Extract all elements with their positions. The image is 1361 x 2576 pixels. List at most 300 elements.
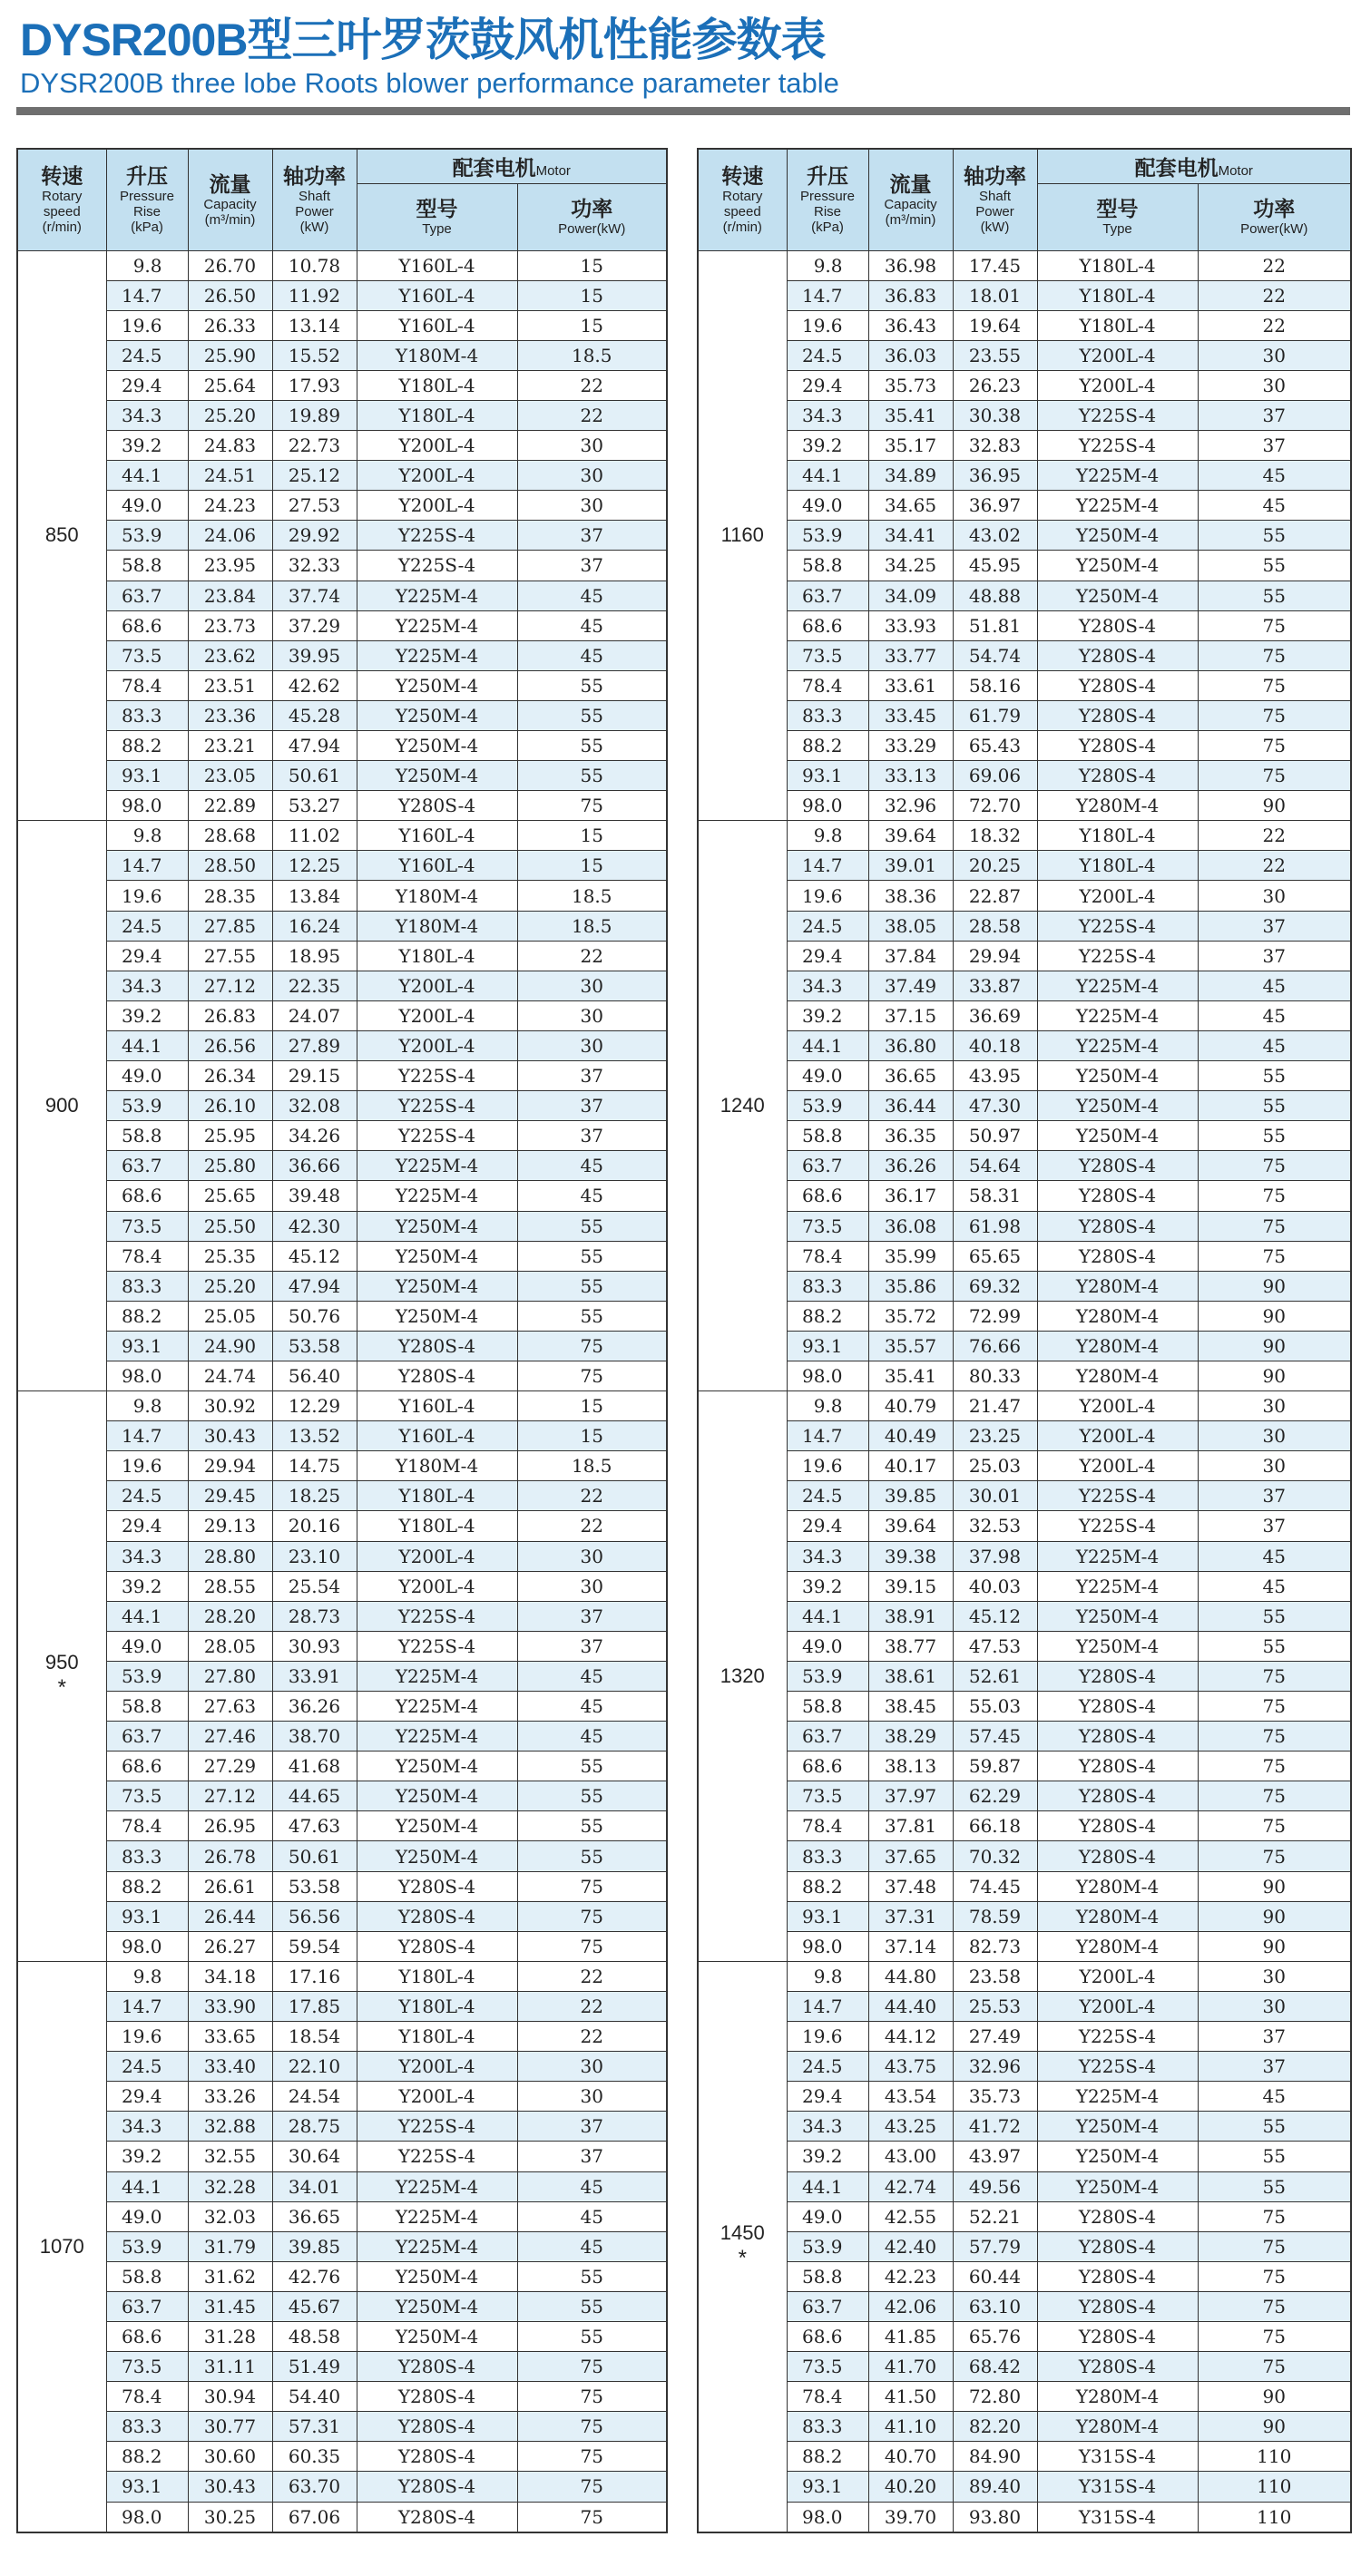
shaft-power-cell: 23.10 xyxy=(272,1541,357,1571)
shaft-power-cell: 22.10 xyxy=(272,2052,357,2082)
capacity-cell: 28.80 xyxy=(188,1541,272,1571)
shaft-power-cell: 29.15 xyxy=(272,1061,357,1091)
header-shaft-power: 轴功率 Shaft Power (kW) xyxy=(953,149,1037,250)
table-row xyxy=(17,551,667,581)
capacity-cell: 26.27 xyxy=(188,1931,272,1961)
capacity-cell: 33.40 xyxy=(188,2052,272,2082)
table-row xyxy=(698,2321,1351,2351)
motor-power-cell: 45 xyxy=(1198,461,1351,491)
table-row xyxy=(698,1901,1351,1931)
motor-power-cell: 75 xyxy=(517,1361,667,1390)
motor-power-cell: 75 xyxy=(1198,670,1351,700)
shaft-power-cell: 32.08 xyxy=(272,1091,357,1121)
motor-power-cell: 75 xyxy=(517,1331,667,1361)
capacity-cell: 38.29 xyxy=(868,1722,953,1751)
rotary-speed-note: * xyxy=(57,1674,66,1700)
motor-type-cell: Y280S-4 xyxy=(1037,1722,1198,1751)
pressure-rise-cell: 39.2 xyxy=(106,1571,188,1601)
shaft-power-cell: 47.30 xyxy=(953,1091,1037,1121)
shaft-power-cell: 47.63 xyxy=(272,1811,357,1841)
motor-power-cell: 55 xyxy=(1198,1061,1351,1091)
capacity-cell: 23.73 xyxy=(188,610,272,640)
motor-type-cell: Y200L-4 xyxy=(357,971,517,1000)
table-row xyxy=(698,2382,1351,2412)
motor-type-cell: Y225S-4 xyxy=(357,2112,517,2142)
motor-power-cell: 75 xyxy=(1198,1841,1351,1871)
pressure-rise-cell: 29.4 xyxy=(106,2082,188,2112)
shaft-power-cell: 18.25 xyxy=(272,1481,357,1511)
pressure-rise-cell: 9.8 xyxy=(787,1961,868,1991)
motor-type-cell: Y200L-4 xyxy=(357,431,517,461)
table-row xyxy=(698,1030,1351,1060)
capacity-cell: 37.15 xyxy=(868,1000,953,1030)
motor-type-cell: Y250M-4 xyxy=(1037,1121,1198,1151)
capacity-cell: 25.05 xyxy=(188,1301,272,1331)
pressure-rise-cell: 53.9 xyxy=(787,2231,868,2261)
motor-type-cell: Y180M-4 xyxy=(357,881,517,911)
capacity-cell: 44.80 xyxy=(868,1961,953,1991)
table-row xyxy=(698,461,1351,491)
pressure-rise-cell: 98.0 xyxy=(106,1361,188,1390)
motor-type-cell: Y280S-4 xyxy=(1037,1841,1198,1871)
rotary-speed-value: 850 xyxy=(44,523,79,547)
pressure-rise-cell: 63.7 xyxy=(106,1151,188,1181)
capacity-cell: 43.75 xyxy=(868,2052,953,2082)
shaft-power-cell: 53.58 xyxy=(272,1331,357,1361)
capacity-cell: 36.03 xyxy=(868,340,953,370)
motor-type-cell: Y250M-4 xyxy=(357,1241,517,1271)
motor-power-cell: 90 xyxy=(1198,1301,1351,1331)
motor-type-cell: Y280S-4 xyxy=(1037,1211,1198,1241)
pressure-rise-cell: 14.7 xyxy=(106,1421,188,1451)
pressure-rise-cell: 63.7 xyxy=(106,581,188,610)
table-row xyxy=(17,2261,667,2291)
pressure-rise-cell: 29.4 xyxy=(106,1511,188,1541)
motor-type-cell: Y180L-4 xyxy=(357,2022,517,2052)
motor-type-cell: Y280M-4 xyxy=(1037,1361,1198,1390)
title-english: DYSR200B three lobe Roots blower performance parameter table xyxy=(20,67,839,99)
motor-type-cell: Y225S-4 xyxy=(1037,1511,1198,1541)
motor-type-cell: Y225S-4 xyxy=(1037,941,1198,971)
shaft-power-cell: 43.97 xyxy=(953,2142,1037,2171)
motor-type-cell: Y225M-4 xyxy=(357,610,517,640)
pressure-rise-cell: 63.7 xyxy=(106,1722,188,1751)
motor-power-cell: 30 xyxy=(1198,1391,1351,1421)
capacity-cell: 37.48 xyxy=(868,1871,953,1901)
pressure-rise-cell: 58.8 xyxy=(106,551,188,581)
shaft-power-cell: 27.53 xyxy=(272,491,357,521)
table-row xyxy=(17,491,667,521)
table-row xyxy=(17,700,667,730)
motor-type-cell: Y200L-4 xyxy=(1037,370,1198,400)
rotary-speed-value: 900 xyxy=(44,1094,79,1117)
shaft-power-cell: 41.68 xyxy=(272,1751,357,1781)
shaft-power-cell: 43.02 xyxy=(953,521,1037,551)
motor-type-cell: Y280M-4 xyxy=(1037,1871,1198,1901)
motor-type-cell: Y280S-4 xyxy=(1037,2231,1198,2261)
shaft-power-cell: 47.94 xyxy=(272,1271,357,1301)
motor-type-cell: Y250M-4 xyxy=(357,1271,517,1301)
motor-type-cell: Y225M-4 xyxy=(1037,1571,1198,1601)
shaft-power-cell: 23.55 xyxy=(953,340,1037,370)
pressure-rise-cell: 14.7 xyxy=(787,1421,868,1451)
table-row xyxy=(698,821,1351,851)
rotary-speed-value: 1240 xyxy=(720,1094,765,1117)
shaft-power-cell: 15.52 xyxy=(272,340,357,370)
motor-type-cell: Y160L-4 xyxy=(357,1391,517,1421)
motor-power-cell: 75 xyxy=(1198,700,1351,730)
motor-power-cell: 55 xyxy=(1198,1601,1351,1631)
table-row xyxy=(17,1961,667,1991)
table-row xyxy=(698,1391,1351,1421)
pressure-rise-cell: 53.9 xyxy=(787,1661,868,1691)
table-row xyxy=(698,1000,1351,1030)
table-row xyxy=(698,2291,1351,2321)
capacity-cell: 23.05 xyxy=(188,761,272,791)
pressure-rise-cell: 9.8 xyxy=(787,821,868,851)
capacity-cell: 26.61 xyxy=(188,1871,272,1901)
table-row xyxy=(698,610,1351,640)
shaft-power-cell: 17.45 xyxy=(953,250,1037,280)
shaft-power-cell: 56.40 xyxy=(272,1361,357,1390)
capacity-cell: 30.25 xyxy=(188,2502,272,2532)
motor-type-cell: Y225S-4 xyxy=(357,551,517,581)
pressure-rise-cell: 78.4 xyxy=(106,1811,188,1841)
motor-type-cell: Y225M-4 xyxy=(357,640,517,670)
table-row xyxy=(17,370,667,400)
shaft-power-cell: 23.58 xyxy=(953,1961,1037,1991)
table-row xyxy=(698,1931,1351,1961)
table-row xyxy=(17,1722,667,1751)
motor-power-cell: 22 xyxy=(517,941,667,971)
capacity-cell: 37.31 xyxy=(868,1901,953,1931)
motor-type-cell: Y250M-4 xyxy=(357,2291,517,2321)
pressure-rise-cell: 73.5 xyxy=(787,640,868,670)
motor-type-cell: Y225S-4 xyxy=(1037,911,1198,941)
table-row xyxy=(17,1391,667,1421)
pressure-rise-cell: 9.8 xyxy=(106,1961,188,1991)
motor-power-cell: 55 xyxy=(1198,1091,1351,1121)
shaft-power-cell: 20.16 xyxy=(272,1511,357,1541)
table-row xyxy=(698,1301,1351,1331)
capacity-cell: 39.64 xyxy=(868,821,953,851)
shaft-power-cell: 78.59 xyxy=(953,1901,1037,1931)
motor-power-cell: 90 xyxy=(1198,1361,1351,1390)
motor-power-cell: 75 xyxy=(1198,1181,1351,1211)
motor-power-cell: 30 xyxy=(517,1030,667,1060)
title-chinese: DYSR200B型三叶罗茨鼓风机性能参数表 xyxy=(20,15,826,65)
motor-type-cell: Y200L-4 xyxy=(357,1000,517,1030)
capacity-cell: 23.36 xyxy=(188,700,272,730)
motor-type-cell: Y280S-4 xyxy=(1037,700,1198,730)
motor-type-cell: Y250M-4 xyxy=(1037,1601,1198,1631)
motor-type-cell: Y280M-4 xyxy=(1037,2412,1198,2442)
motor-power-cell: 55 xyxy=(517,1781,667,1811)
motor-type-cell: Y280S-4 xyxy=(357,1331,517,1361)
capacity-cell: 33.77 xyxy=(868,640,953,670)
capacity-cell: 27.80 xyxy=(188,1661,272,1691)
motor-power-cell: 37 xyxy=(517,521,667,551)
table-row xyxy=(17,1692,667,1722)
capacity-cell: 39.70 xyxy=(868,2502,953,2532)
motor-type-cell: Y160L-4 xyxy=(357,250,517,280)
motor-power-cell: 37 xyxy=(1198,911,1351,941)
pressure-rise-cell: 98.0 xyxy=(787,791,868,821)
capacity-cell: 30.43 xyxy=(188,1421,272,1451)
table-row xyxy=(698,2142,1351,2171)
motor-power-cell: 75 xyxy=(517,1871,667,1901)
pressure-rise-cell: 49.0 xyxy=(787,1061,868,1091)
shaft-power-cell: 52.21 xyxy=(953,2201,1037,2231)
motor-power-cell: 55 xyxy=(1198,521,1351,551)
shaft-power-cell: 36.65 xyxy=(272,2201,357,2231)
capacity-cell: 26.78 xyxy=(188,1841,272,1871)
capacity-cell: 38.77 xyxy=(868,1631,953,1661)
motor-type-cell: Y225S-4 xyxy=(357,1121,517,1151)
pressure-rise-cell: 53.9 xyxy=(787,521,868,551)
motor-power-cell: 75 xyxy=(1198,2201,1351,2231)
capacity-cell: 42.74 xyxy=(868,2171,953,2201)
shaft-power-cell: 25.03 xyxy=(953,1451,1037,1481)
motor-power-cell: 90 xyxy=(1198,1931,1351,1961)
motor-power-cell: 45 xyxy=(1198,1571,1351,1601)
shaft-power-cell: 30.38 xyxy=(953,400,1037,430)
motor-power-cell: 15 xyxy=(517,280,667,310)
shaft-power-cell: 21.47 xyxy=(953,1391,1037,1421)
capacity-cell: 25.80 xyxy=(188,1151,272,1181)
table-row xyxy=(698,1061,1351,1091)
table-row xyxy=(17,2382,667,2412)
shaft-power-cell: 72.99 xyxy=(953,1301,1037,1331)
pressure-rise-cell: 29.4 xyxy=(787,941,868,971)
motor-power-cell: 75 xyxy=(1198,1781,1351,1811)
pressure-rise-cell: 14.7 xyxy=(106,851,188,881)
motor-type-cell: Y200L-4 xyxy=(1037,881,1198,911)
capacity-cell: 33.65 xyxy=(188,2022,272,2052)
motor-power-cell: 30 xyxy=(517,2052,667,2082)
pressure-rise-cell: 73.5 xyxy=(106,1211,188,1241)
table-row xyxy=(17,2142,667,2171)
shaft-power-cell: 12.29 xyxy=(272,1391,357,1421)
table-row xyxy=(698,1871,1351,1901)
motor-type-cell: Y250M-4 xyxy=(1037,1091,1198,1121)
rotary-speed-cell xyxy=(698,821,787,1391)
motor-type-cell: Y225M-4 xyxy=(357,1151,517,1181)
pressure-rise-cell: 24.5 xyxy=(787,1481,868,1511)
capacity-cell: 27.29 xyxy=(188,1751,272,1781)
header-speed: 转速 Rotary speed (r/min) xyxy=(17,149,106,250)
pressure-rise-cell: 14.7 xyxy=(106,1991,188,2021)
motor-type-cell: Y280M-4 xyxy=(1037,1901,1198,1931)
motor-power-cell: 30 xyxy=(1198,1421,1351,1451)
motor-power-cell: 90 xyxy=(1198,2382,1351,2412)
capacity-cell: 35.57 xyxy=(868,1331,953,1361)
header-power: 功率 Power(kW) xyxy=(517,183,667,250)
motor-power-cell: 75 xyxy=(517,2502,667,2532)
rotary-speed-value: 1070 xyxy=(39,2234,84,2258)
capacity-cell: 43.00 xyxy=(868,2142,953,2171)
table-row xyxy=(698,700,1351,730)
capacity-cell: 32.03 xyxy=(188,2201,272,2231)
motor-type-cell: Y160L-4 xyxy=(357,280,517,310)
table-row xyxy=(698,670,1351,700)
capacity-cell: 30.92 xyxy=(188,1391,272,1421)
pressure-rise-cell: 78.4 xyxy=(787,670,868,700)
motor-type-cell: Y280S-4 xyxy=(357,791,517,821)
motor-power-cell: 90 xyxy=(1198,1271,1351,1301)
capacity-cell: 29.13 xyxy=(188,1511,272,1541)
motor-power-cell: 45 xyxy=(517,2231,667,2261)
capacity-cell: 23.62 xyxy=(188,640,272,670)
table-row xyxy=(698,2201,1351,2231)
shaft-power-cell: 80.33 xyxy=(953,1361,1037,1390)
motor-power-cell: 18.5 xyxy=(517,340,667,370)
motor-power-cell: 37 xyxy=(517,1061,667,1091)
shaft-power-cell: 39.85 xyxy=(272,2231,357,2261)
capacity-cell: 37.14 xyxy=(868,1931,953,1961)
motor-power-cell: 30 xyxy=(517,1000,667,1030)
table-row xyxy=(698,2231,1351,2261)
pressure-rise-cell: 58.8 xyxy=(787,551,868,581)
table-row xyxy=(698,640,1351,670)
pressure-rise-cell: 34.3 xyxy=(106,400,188,430)
pressure-rise-cell: 73.5 xyxy=(787,1211,868,1241)
motor-type-cell: Y160L-4 xyxy=(357,851,517,881)
pressure-rise-cell: 83.3 xyxy=(787,700,868,730)
shaft-power-cell: 72.70 xyxy=(953,791,1037,821)
motor-power-cell: 75 xyxy=(1198,2291,1351,2321)
pressure-rise-cell: 39.2 xyxy=(106,2142,188,2171)
motor-power-cell: 75 xyxy=(1198,1722,1351,1751)
shaft-power-cell: 63.70 xyxy=(272,2472,357,2502)
title-divider xyxy=(16,107,1350,115)
motor-type-cell: Y280M-4 xyxy=(1037,2382,1198,2412)
table-row xyxy=(17,881,667,911)
pressure-rise-cell: 34.3 xyxy=(787,2112,868,2142)
capacity-cell: 30.60 xyxy=(188,2442,272,2472)
table-row xyxy=(17,2291,667,2321)
pressure-rise-cell: 34.3 xyxy=(106,971,188,1000)
motor-power-cell: 55 xyxy=(517,1271,667,1301)
capacity-cell: 24.74 xyxy=(188,1361,272,1390)
motor-power-cell: 22 xyxy=(517,370,667,400)
motor-power-cell: 55 xyxy=(517,2291,667,2321)
capacity-cell: 30.77 xyxy=(188,2412,272,2442)
shaft-power-cell: 26.23 xyxy=(953,370,1037,400)
motor-type-cell: Y280S-4 xyxy=(1037,640,1198,670)
shaft-power-cell: 43.95 xyxy=(953,1061,1037,1091)
shaft-power-cell: 32.96 xyxy=(953,2052,1037,2082)
shaft-power-cell: 12.25 xyxy=(272,851,357,881)
capacity-cell: 32.88 xyxy=(188,2112,272,2142)
motor-type-cell: Y250M-4 xyxy=(1037,1061,1198,1091)
motor-power-cell: 55 xyxy=(517,761,667,791)
pressure-rise-cell: 49.0 xyxy=(106,491,188,521)
shaft-power-cell: 36.97 xyxy=(953,491,1037,521)
motor-power-cell: 75 xyxy=(1198,2261,1351,2291)
table-row xyxy=(17,250,667,280)
motor-power-cell: 37 xyxy=(517,2142,667,2171)
capacity-cell: 40.70 xyxy=(868,2442,953,2472)
motor-power-cell: 45 xyxy=(517,1661,667,1691)
performance-table-right xyxy=(697,148,1352,2533)
capacity-cell: 28.55 xyxy=(188,1571,272,1601)
motor-type-cell: Y225M-4 xyxy=(357,1181,517,1211)
pressure-rise-cell: 88.2 xyxy=(787,731,868,761)
pressure-rise-cell: 19.6 xyxy=(106,310,188,340)
capacity-cell: 33.13 xyxy=(868,761,953,791)
header-pressure: 升压 Pressure Rise (kPa) xyxy=(106,149,188,250)
motor-power-cell: 45 xyxy=(517,610,667,640)
motor-type-cell: Y225S-4 xyxy=(357,521,517,551)
pressure-rise-cell: 49.0 xyxy=(106,2201,188,2231)
pressure-rise-cell: 24.5 xyxy=(787,2052,868,2082)
shaft-power-cell: 49.56 xyxy=(953,2171,1037,2201)
shaft-power-cell: 13.84 xyxy=(272,881,357,911)
motor-power-cell: 30 xyxy=(1198,1451,1351,1481)
pressure-rise-cell: 14.7 xyxy=(787,1991,868,2021)
capacity-cell: 35.72 xyxy=(868,1301,953,1331)
motor-type-cell: Y250M-4 xyxy=(1037,1631,1198,1661)
pressure-rise-cell: 68.6 xyxy=(106,610,188,640)
table-row xyxy=(698,1181,1351,1211)
motor-type-cell: Y315S-4 xyxy=(1037,2442,1198,2472)
motor-power-cell: 15 xyxy=(517,1421,667,1451)
shaft-power-cell: 65.76 xyxy=(953,2321,1037,2351)
motor-power-cell: 22 xyxy=(517,1511,667,1541)
shaft-power-cell: 10.78 xyxy=(272,250,357,280)
shaft-power-cell: 93.80 xyxy=(953,2502,1037,2532)
motor-power-cell: 15 xyxy=(517,1391,667,1421)
pressure-rise-cell: 93.1 xyxy=(787,1901,868,1931)
motor-power-cell: 22 xyxy=(517,2022,667,2052)
table-row xyxy=(698,2082,1351,2112)
shaft-power-cell: 36.26 xyxy=(272,1692,357,1722)
header-type: 型号 Type xyxy=(357,183,517,250)
pressure-rise-cell: 63.7 xyxy=(787,581,868,610)
shaft-power-cell: 16.24 xyxy=(272,911,357,941)
pressure-rise-cell: 19.6 xyxy=(106,881,188,911)
rotary-speed-cell xyxy=(698,1391,787,1962)
motor-power-cell: 55 xyxy=(517,2261,667,2291)
table-row xyxy=(17,1030,667,1060)
pressure-rise-cell: 93.1 xyxy=(106,1331,188,1361)
shaft-power-cell: 19.89 xyxy=(272,400,357,430)
capacity-cell: 28.35 xyxy=(188,881,272,911)
motor-type-cell: Y250M-4 xyxy=(357,700,517,730)
table-row xyxy=(17,461,667,491)
shaft-power-cell: 61.98 xyxy=(953,1211,1037,1241)
shaft-power-cell: 17.16 xyxy=(272,1961,357,1991)
capacity-cell: 25.65 xyxy=(188,1181,272,1211)
motor-power-cell: 75 xyxy=(1198,761,1351,791)
pressure-rise-cell: 58.8 xyxy=(787,1121,868,1151)
motor-type-cell: Y250M-4 xyxy=(357,2321,517,2351)
motor-type-cell: Y315S-4 xyxy=(1037,2502,1198,2532)
motor-type-cell: Y200L-4 xyxy=(1037,1391,1198,1421)
table-row xyxy=(17,400,667,430)
pressure-rise-cell: 58.8 xyxy=(787,2261,868,2291)
motor-power-cell: 45 xyxy=(1198,1541,1351,1571)
rotary-speed-note: * xyxy=(738,2245,747,2270)
capacity-cell: 44.12 xyxy=(868,2022,953,2052)
shaft-power-cell: 53.58 xyxy=(272,1871,357,1901)
table-row xyxy=(17,2171,667,2201)
header-capacity: 流量 Capacity (m³/min) xyxy=(188,149,272,250)
motor-power-cell: 37 xyxy=(1198,431,1351,461)
motor-power-cell: 55 xyxy=(1198,2112,1351,2142)
motor-type-cell: Y280S-4 xyxy=(1037,2321,1198,2351)
